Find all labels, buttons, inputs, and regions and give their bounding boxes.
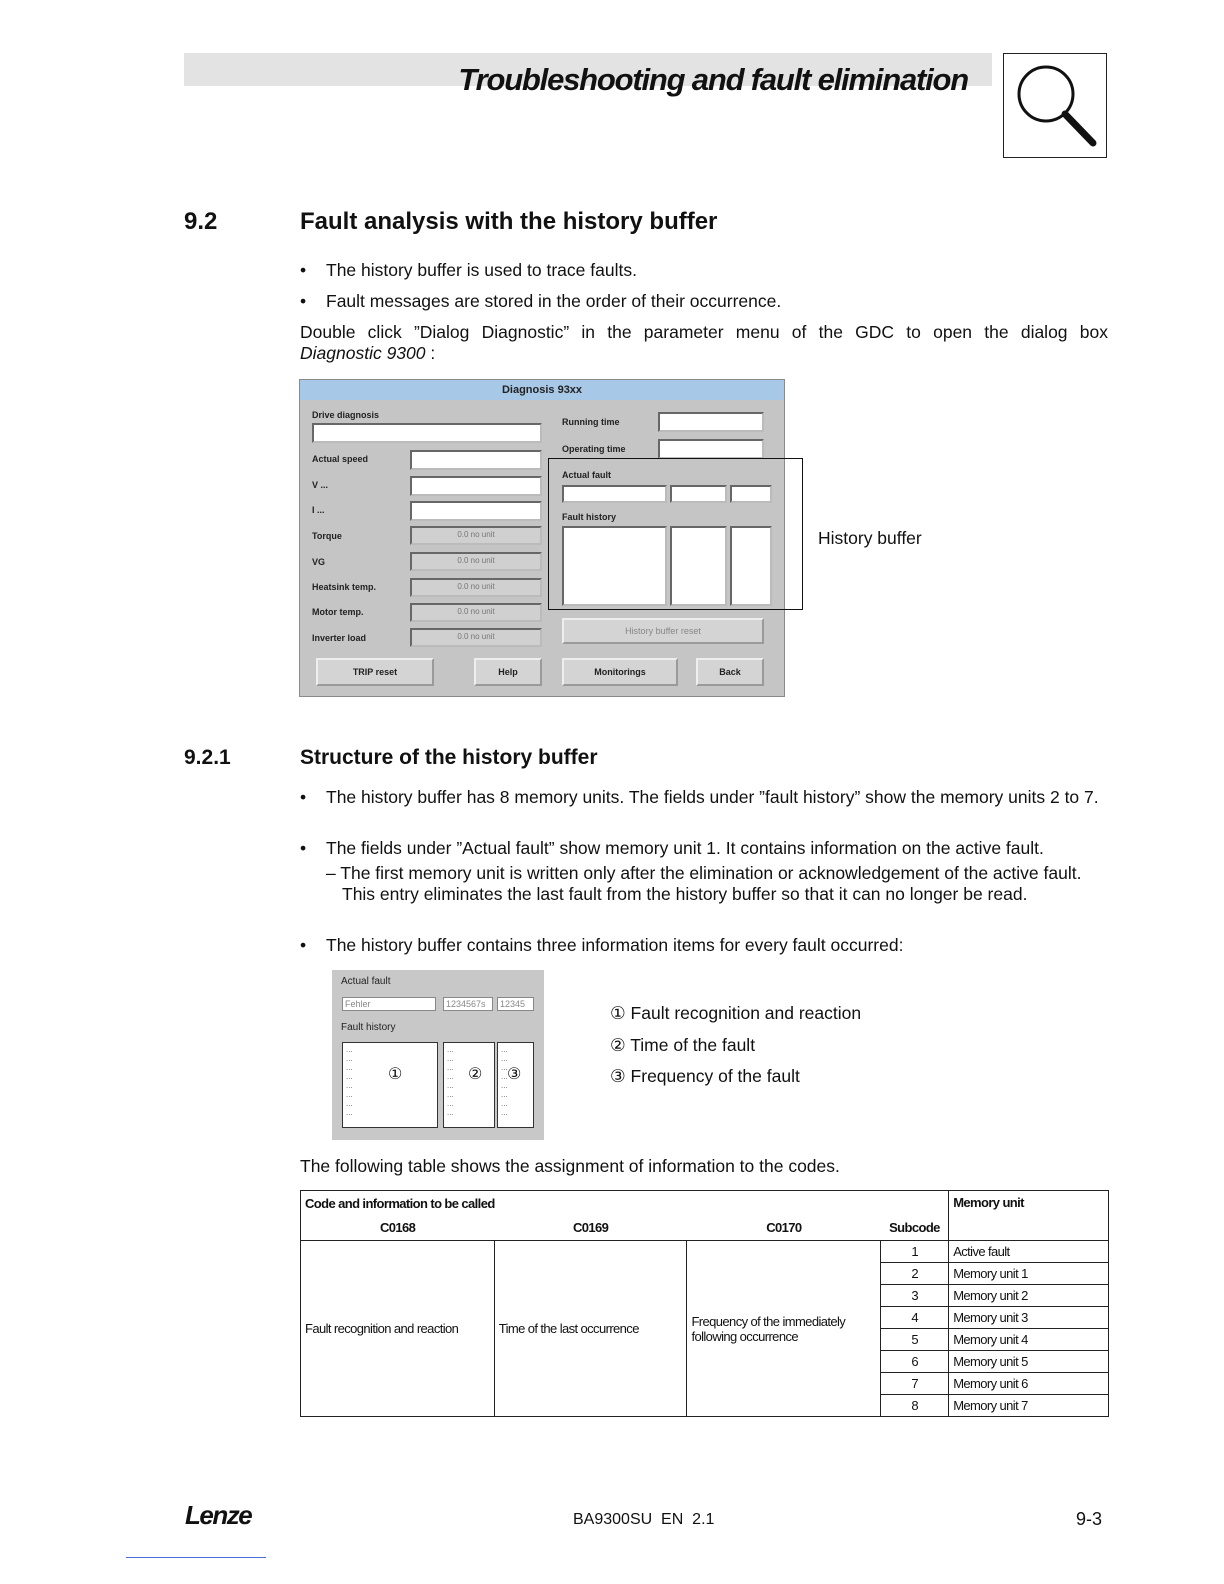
memory-unit-cell: Active fault <box>949 1241 1109 1263</box>
page-title: Troubleshooting and fault elimination <box>458 62 968 97</box>
structure-bullet: The history buffer contains three information items for every fault occurred: <box>326 935 904 955</box>
subsection-title: Structure of the history buffer <box>300 746 598 769</box>
dialog-title: Diagnosis 93xx <box>300 380 784 400</box>
heatsink-temp-field: 0.0 no unit <box>410 578 542 597</box>
col-subcode: Subcode <box>881 1216 949 1241</box>
actual-speed-label: Actual speed <box>312 454 369 464</box>
torque-field: 0.0 no unit <box>410 526 542 545</box>
history-buffer-highlight <box>548 458 803 610</box>
running-time-field[interactable] <box>658 412 764 432</box>
footer-link-line <box>126 1557 266 1558</box>
drive-diagnosis-field[interactable] <box>312 423 542 443</box>
legend-item-3: ③ Frequency of the fault <box>610 1066 800 1086</box>
actual-speed-field[interactable] <box>410 450 542 470</box>
actual-fault-label: Actual fault <box>562 470 612 480</box>
subcode-cell: 7 <box>881 1373 949 1395</box>
back-button[interactable]: Back <box>696 658 764 686</box>
figure-time-field: 1234567s <box>443 997 493 1011</box>
c0170-description: Frequency of the immediately following occurrence <box>687 1241 881 1417</box>
intro-suffix: : <box>425 343 436 363</box>
trip-reset-button[interactable]: TRIP reset <box>316 658 434 686</box>
marker-3: ③ <box>507 1066 522 1083</box>
subcode-cell: 5 <box>881 1329 949 1351</box>
motor-temp-label: Motor temp. <box>312 607 364 617</box>
subcode-cell: 1 <box>881 1241 949 1263</box>
memory-unit-cell: Memory unit 4 <box>949 1329 1109 1351</box>
section-number: 9.2 <box>184 208 218 235</box>
figure-actual-fault-label: Actual fault <box>341 976 391 987</box>
intro-bullet: Fault messages are stored in the order of their occurrence. <box>326 291 782 311</box>
current-field[interactable] <box>410 501 542 521</box>
c0168-description: Fault recognition and reaction <box>301 1241 495 1417</box>
voltage-field[interactable] <box>410 476 542 496</box>
voltage-label: V ... <box>312 480 329 490</box>
bullet-dot: • <box>300 838 307 858</box>
history-buffer-callout: History buffer <box>818 528 922 548</box>
bullet-dot: • <box>300 787 307 807</box>
fault-history-label: Fault history <box>562 512 617 522</box>
subcode-cell: 2 <box>881 1263 949 1285</box>
vg-field: 0.0 no unit <box>410 552 542 571</box>
magnifier-icon <box>1003 53 1107 158</box>
subcode-cell: 3 <box>881 1285 949 1307</box>
legend-item-2: ② Time of the fault <box>610 1035 756 1055</box>
marker-1: ① <box>388 1066 403 1083</box>
legend-item-1: ① Fault recognition and reaction <box>610 1003 862 1023</box>
help-button[interactable]: Help <box>474 658 542 686</box>
operating-time-label: Operating time <box>562 444 626 454</box>
operating-time-field[interactable] <box>658 439 764 459</box>
drive-diagnosis-label: Drive diagnosis <box>312 410 380 420</box>
table-header-left: Code and information to be called <box>301 1191 949 1216</box>
page-number: 9-3 <box>1076 1509 1103 1529</box>
memory-unit-cell: Memory unit 6 <box>949 1373 1109 1395</box>
col-c0168: C0168 <box>301 1216 495 1241</box>
code-assignment-table <box>300 1190 1109 1417</box>
inverter-load-field: 0.0 no unit <box>410 628 542 647</box>
col-c0169: C0169 <box>494 1216 687 1241</box>
structure-bullet: The fields under ”Actual fault” show memory unit 1. It contains information on the active fault. <box>326 838 1044 858</box>
section-title: Fault analysis with the history buffer <box>300 208 718 235</box>
table-header-right: Memory unit <box>949 1191 1109 1241</box>
table-intro: The following table shows the assignment of information to the codes. <box>300 1156 840 1176</box>
intro-bullet: The history buffer is used to trace faults. <box>326 260 637 280</box>
bullet-dot: • <box>300 260 307 280</box>
figure-history-time-list: ... ... ... ... ... ... ... ... <box>443 1042 495 1128</box>
lenze-logo: Lenze <box>185 1500 252 1530</box>
col-c0170: C0170 <box>687 1216 881 1241</box>
bullet-dot: • <box>300 291 307 311</box>
memory-unit-cell: Memory unit 5 <box>949 1351 1109 1373</box>
document-id: BA9300SU EN 2.1 <box>573 1511 715 1528</box>
subcode-cell: 6 <box>881 1351 949 1373</box>
c0169-description: Time of the last occurrence <box>494 1241 687 1417</box>
figure-history-count-list: ... ... ... ... ... ... ... ... <box>497 1042 534 1128</box>
bullet-dot: • <box>300 935 307 955</box>
memory-unit-cell: Memory unit 3 <box>949 1307 1109 1329</box>
dialog-name: Diagnostic 9300 <box>300 343 426 363</box>
intro-paragraph: Double click ”Dialog Diagnostic” in the parameter menu of the GDC to open the dialog box <box>300 322 1108 342</box>
marker-2: ② <box>468 1066 483 1083</box>
figure-count-field: 12345 <box>497 997 534 1011</box>
figure-fault-history-label: Fault history <box>341 1022 396 1033</box>
structure-bullet: The history buffer has 8 memory units. The fields under ”fault history” show the memory units 2 to 7. <box>326 787 1099 807</box>
memory-unit-cell: Memory unit 7 <box>949 1395 1109 1417</box>
subcode-cell: 8 <box>881 1395 949 1417</box>
torque-label: Torque <box>312 531 342 541</box>
inverter-load-label: Inverter load <box>312 633 367 643</box>
subcode-cell: 4 <box>881 1307 949 1329</box>
motor-temp-field: 0.0 no unit <box>410 603 542 622</box>
history-buffer-figure <box>332 970 544 1140</box>
figure-history-list: ... ... ... ... ... ... ... ... <box>342 1042 438 1128</box>
current-label: I ... <box>312 505 325 515</box>
subsection-number: 9.2.1 <box>184 746 231 769</box>
monitorings-button[interactable]: Monitorings <box>562 658 678 686</box>
memory-unit-cell: Memory unit 2 <box>949 1285 1109 1307</box>
figure-fault-field: Fehler <box>342 997 436 1011</box>
structure-dash-item: – The first memory unit is written only after the elimination or acknowledgement of the active fault. This entry eliminates the last fault from the history buffer so that it can no longer be read. <box>326 863 1082 904</box>
history-buffer-reset-button[interactable]: History buffer reset <box>562 618 764 644</box>
intro-paragraph-end <box>300 343 435 364</box>
memory-unit-cell: Memory unit 1 <box>949 1263 1109 1285</box>
heatsink-temp-label: Heatsink temp. <box>312 582 377 592</box>
vg-label: VG <box>312 557 326 567</box>
running-time-label: Running time <box>562 417 620 427</box>
